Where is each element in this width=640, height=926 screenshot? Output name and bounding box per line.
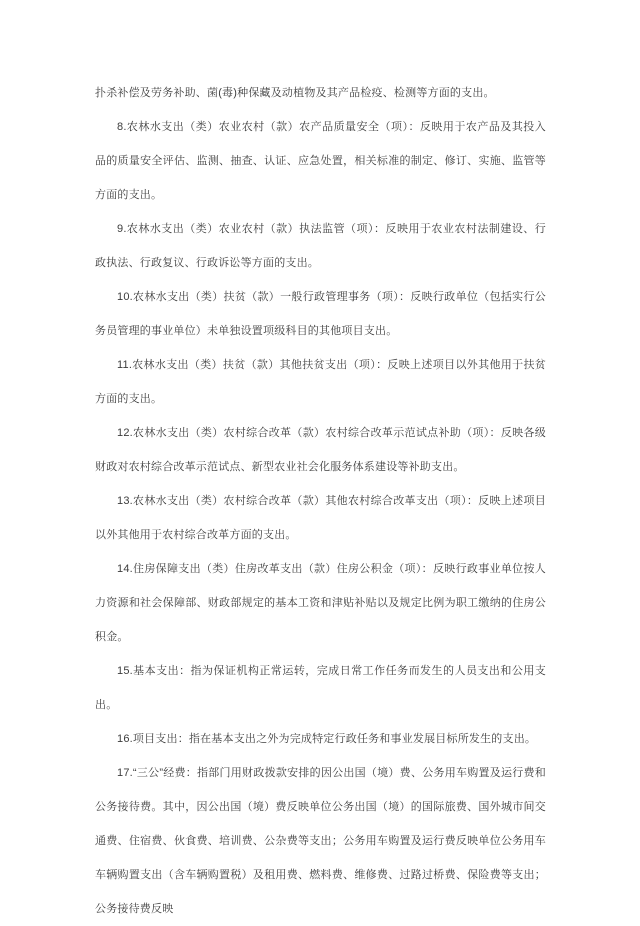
paragraph-item-14: 14.住房保障支出（类）住房改革支出（款）住房公积金（项）：反映行政事业单位按人力资源和社会保障部、财政部规定的基本工资和津贴补贴以及规定比例为职工缴纳的住房公积金。 <box>95 563 546 643</box>
paragraph-item-9: 9.农林水支出（类）农业农村（款）执法监管（项）：反映用于农业农村法制建设、行政执法、行政复议、行政诉讼等方面的支出。 <box>95 223 546 269</box>
paragraph-item-17: 17.“三公”经费：指部门用财政拨款安排的因公出国（境）费、公务用车购置及运行费和公务接待费。其中，因公出国（境）费反映单位公务出国（境）的国际旅费、国外城市间交通费、住宿费、伙食费、培训费、公杂费等支出；公务用车购置及运行费反映单位公务用车车辆购置支出（含车辆购置税）及租用费、燃料费、维修费、过路过桥费、保险费等支出；公务接待费反映 <box>95 767 546 915</box>
paragraph-continuation: 扑杀补偿及劳务补助、菌(毒)种保藏及动植物及其产品检疫、检测等方面的支出。 <box>95 87 495 99</box>
paragraph-item-16: 16.项目支出：指在基本支出之外为完成特定行政任务和事业发展目标所发生的支出。 <box>117 733 537 745</box>
paragraph-item-10: 10.农林水支出（类）扶贫（款）一般行政管理事务（项）：反映行政单位（包括实行公务员管理的事业单位）未单独设置项级科目的其他项目支出。 <box>95 291 546 337</box>
paragraph-item-15: 15.基本支出：指为保证机构正常运转，完成日常工作任务而发生的人员支出和公用支出。 <box>95 665 546 711</box>
paragraph-item-8: 8.农林水支出（类）农业农村（款）农产品质量安全（项）：反映用于农产品及其投入品的质量安全评估、监测、抽查、认证、应急处置，相关标准的制定、修订、实施、监管等方面的支出。 <box>95 121 546 201</box>
paragraph-item-11: 11.农林水支出（类）扶贫（款）其他扶贫支出（项）：反映上述项目以外其他用于扶贫方面的支出。 <box>95 359 546 405</box>
paragraph-item-12: 12.农林水支出（类）农村综合改革（款）农村综合改革示范试点补助（项）：反映各级财政对农村综合改革示范试点、新型农业社会化服务体系建设等补助支出。 <box>95 427 546 473</box>
paragraph-item-13: 13.农林水支出（类）农村综合改革（款）其他农村综合改革支出（项）：反映上述项目以外其他用于农村综合改革方面的支出。 <box>95 495 546 541</box>
